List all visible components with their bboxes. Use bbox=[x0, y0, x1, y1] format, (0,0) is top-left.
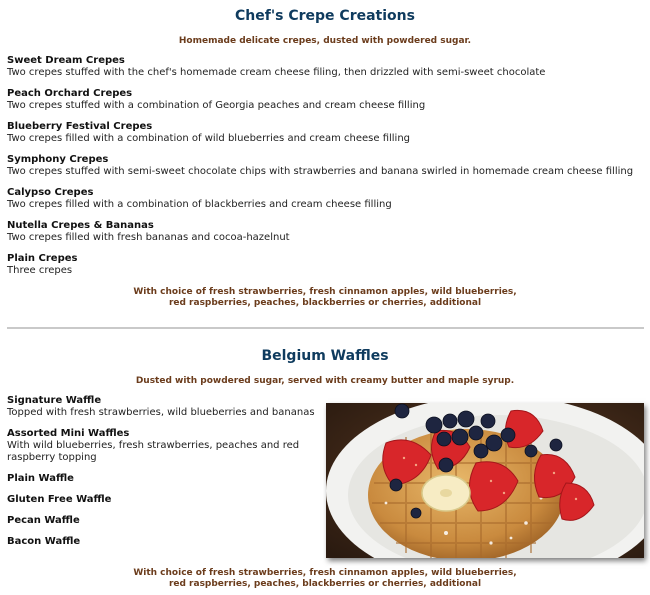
waffle-item bbox=[7, 494, 111, 506]
crepe-item-name: Peach Orchard Crepes bbox=[7, 88, 133, 99]
waffles-toppings-note bbox=[0, 568, 650, 589]
waffle-item bbox=[7, 536, 80, 548]
waffle-item-description: With wild blueberries, fresh strawberries, peaches and red bbox=[7, 440, 300, 451]
waffles-note-line: With choice of fresh strawberries, fresh cinnamon apples, wild blueberries, bbox=[133, 568, 517, 578]
crepe-item-name: Symphony Crepes bbox=[7, 154, 109, 165]
crepe-item bbox=[7, 253, 77, 277]
waffles-subtitle: Dusted with powdered sugar, served with creamy butter and maple syrup. bbox=[135, 376, 515, 386]
crepe-item-name: Nutella Crepes & Bananas bbox=[7, 220, 154, 231]
crepe-item-description: Two crepes filled with a combination of wild blueberries and cream cheese filling bbox=[7, 133, 411, 144]
crepes-toppings-note bbox=[0, 287, 650, 308]
waffle-item bbox=[7, 473, 74, 485]
crepes-section-title: Chef's Crepe Creations bbox=[235, 8, 415, 24]
waffle-item-name: Plain Waffle bbox=[7, 473, 74, 484]
waffle-item bbox=[7, 395, 315, 419]
waffle-item bbox=[7, 428, 299, 464]
crepes-note-line: With choice of fresh strawberries, fresh cinnamon apples, wild blueberries, bbox=[133, 287, 517, 297]
waffle-item-name: Assorted Mini Waffles bbox=[7, 428, 130, 439]
section-divider bbox=[7, 327, 644, 329]
waffle-item-description: Topped with fresh strawberries, wild blueberries and bananas bbox=[7, 407, 315, 418]
waffles-section-title: Belgium Waffles bbox=[261, 348, 389, 364]
crepe-item-name: Blueberry Festival Crepes bbox=[7, 121, 153, 132]
crepes-note-line: red raspberries, peaches, blackberries or cherries, additional bbox=[168, 297, 482, 308]
waffle-item-name: Signature Waffle bbox=[7, 395, 102, 406]
waffle-photo bbox=[326, 403, 644, 558]
waffle-item-name: Bacon Waffle bbox=[7, 536, 81, 547]
crepe-item bbox=[7, 187, 392, 211]
crepe-item-description: Two crepes stuffed with semi-sweet chocolate chips with strawberries and banana swirled in homemade cream cheese filling bbox=[7, 166, 634, 177]
waffle-illustration bbox=[326, 403, 644, 558]
waffle-item-name: Pecan Waffle bbox=[7, 515, 80, 526]
crepe-item-description: Two crepes filled with a combination of blackberries and cream cheese filling bbox=[7, 199, 392, 210]
crepe-item-description: Two crepes filled with fresh bananas and cocoa-hazelnut bbox=[7, 232, 290, 243]
crepe-item bbox=[7, 220, 290, 244]
waffle-item-name: Gluten Free Waffle bbox=[7, 494, 112, 505]
crepe-item-name: Calypso Crepes bbox=[7, 187, 94, 198]
crepe-item-name: Sweet Dream Crepes bbox=[7, 55, 125, 66]
waffle-item-description: raspberry topping bbox=[7, 452, 97, 463]
crepe-item-name: Plain Crepes bbox=[7, 253, 78, 264]
waffles-note-line: red raspberries, peaches, blackberries or cherries, additional bbox=[168, 578, 482, 589]
crepe-item-description: Two crepes stuffed with the chef's homemade cream cheese filing, then drizzled with semi-sweet chocolate bbox=[7, 67, 546, 78]
crepe-item bbox=[7, 154, 633, 178]
crepe-item bbox=[7, 121, 410, 145]
crepe-item bbox=[7, 88, 425, 112]
crepe-item-description: Two crepes stuffed with a combination of Georgia peaches and cream cheese filling bbox=[7, 100, 426, 111]
crepe-item-description: Three crepes bbox=[7, 265, 73, 276]
crepes-subtitle: Homemade delicate crepes, dusted with powdered sugar. bbox=[178, 36, 472, 46]
waffle-item bbox=[7, 515, 80, 527]
crepe-item bbox=[7, 55, 545, 79]
